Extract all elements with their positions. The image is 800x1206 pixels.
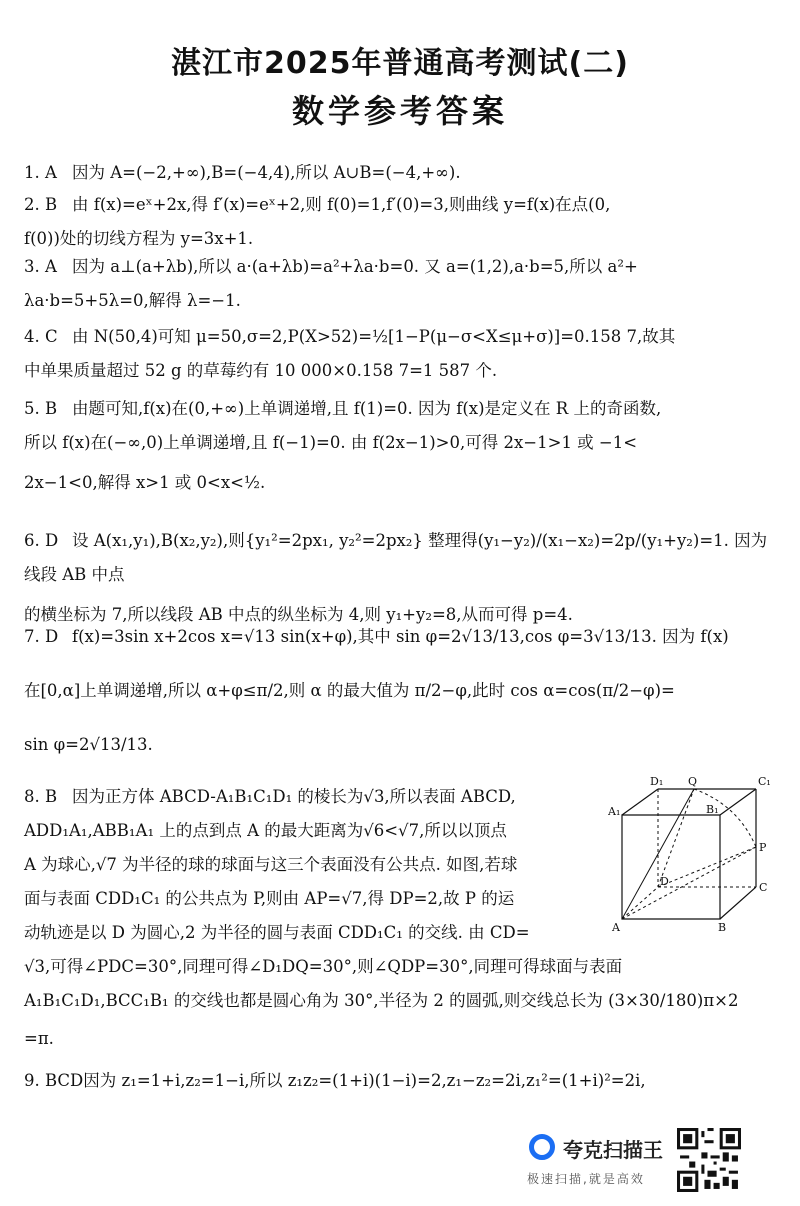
answer-line: f(0))处的切线方程为 y=3x+1. <box>24 229 254 248</box>
figure-label: B <box>718 921 727 934</box>
cube-figure <box>608 775 788 935</box>
answer-number: 9. BCD <box>24 1071 84 1090</box>
answer-number: 4. C <box>24 327 58 346</box>
brand-slogan: 极速扫描,就是高效 <box>527 1172 645 1186</box>
figure-label: D <box>660 875 669 888</box>
answer-number: 8. B <box>24 787 58 806</box>
answer-number: 6. D <box>24 531 59 550</box>
answer-number: 5. B <box>24 399 58 418</box>
answer-line: 因为 z₁=1+i,z₂=1−i,所以 z₁z₂=(1+i)(1−i)=2,z₁−z₂=2i,z₁²=(1+i)²=2i, <box>83 1071 646 1090</box>
figure-label: Q <box>688 775 698 788</box>
answer-line: 因为 a⊥(a+λb),所以 a·(a+λb)=a²+λa·b=0. 又 a=(1,2),a·b=5,所以 a²+ <box>72 257 638 276</box>
brand-name: 夸克扫描王 <box>563 1138 663 1162</box>
answer-number: 2. B <box>24 195 58 214</box>
answer-line: 由 N(50,4)可知 μ=50,σ=2,P(X>52)=½[1−P(μ−σ<X≤μ+σ)]=0.158 7,故其 <box>72 327 676 346</box>
answer-3 <box>24 250 776 318</box>
answer-line: λa·b=5+5λ=0,解得 λ=−1. <box>24 291 241 310</box>
figure-label: A <box>612 921 620 934</box>
answer-5 <box>24 392 776 500</box>
answer-line: 中单果质量超过 52 g 的草莓约有 10 000×0.158 7=1 587 个. <box>24 361 498 380</box>
figure-label: C₁ <box>758 775 771 788</box>
figure-label: D₁ <box>650 775 664 788</box>
answer-7 <box>24 620 776 762</box>
page-title: 湛江市2025年普通高考测试(二) <box>171 46 629 81</box>
answer-line: 设 A(x₁,y₁),B(x₂,y₂),则{y₁²=2px₁, y₂²=2px₂} 整理得(y₁−y₂)/(x₁−x₂)=2p/(y₁+y₂)=1. 因为线段 AB 中点 <box>24 531 768 584</box>
answer-line: 因为正方体 ABCD-A₁B₁C₁D₁ 的棱长为√3,所以表面 ABCD, <box>72 787 516 806</box>
answer-line: A₁B₁C₁D₁,BCC₁B₁ 的交线也都是圆心角为 30°,半径为 2 的圆弧,则交线总长为 (3×30/180)π×2 <box>24 991 739 1010</box>
answer-9 <box>24 1064 776 1098</box>
answer-number: 7. D <box>24 627 59 646</box>
answer-1 <box>24 156 776 190</box>
answer-line: A 为球心,√7 为半径的球的球面与这三个表面没有公共点. 如图,若球 <box>24 855 518 874</box>
answer-line: =π. <box>24 1029 54 1048</box>
figure-label: P <box>759 841 767 854</box>
answer-2 <box>24 188 776 256</box>
figure-label: C <box>759 881 768 894</box>
answer-8 <box>24 780 584 950</box>
answer-line: 所以 f(x)在(−∞,0)上单调递增,且 f(−1)=0. 由 f(2x−1)>0,可得 2x−1>1 或 −1< <box>24 433 638 452</box>
answer-line: 的横坐标为 7,所以线段 AB 中点的纵坐标为 4,则 y₁+y₂=8,从而可得 p=4. <box>24 605 573 624</box>
answer-line: 2x−1<0,解得 x>1 或 0<x<½. <box>24 473 266 492</box>
answer-6 <box>24 524 776 632</box>
answer-4 <box>24 320 776 388</box>
answer-line: sin φ=2√13/13. <box>24 735 153 754</box>
answer-line: 由 f(x)=eˣ+2x,得 f′(x)=eˣ+2,则 f(0)=1,f′(0)=3,则曲线 y=f(x)在点(0, <box>72 195 611 214</box>
qr-code-icon <box>677 1128 741 1192</box>
answer-line: 在[0,α]上单调递增,所以 α+φ≤π/2,则 α 的最大值为 π/2−φ,此时 cos α=cos(π/2−φ)= <box>24 681 675 700</box>
scanner-watermark <box>525 1128 785 1198</box>
answer-line: 因为 A=(−2,+∞),B=(−4,4),所以 A∪B=(−4,+∞). <box>72 163 461 182</box>
figure-label: B₁ <box>706 803 719 816</box>
page-subtitle: 数学参考答案 <box>291 92 508 130</box>
answer-8-continued <box>24 950 776 1056</box>
figure-label: A₁ <box>608 805 621 818</box>
answer-line: √3,可得∠PDC=30°,同理可得∠D₁DQ=30°,则∠QDP=30°,同理可得球面与表面 <box>24 957 623 976</box>
answer-line: f(x)=3sin x+2cos x=√13 sin(x+φ),其中 sin φ=2√13/13,cos φ=3√13/13. 因为 f(x) <box>72 627 729 646</box>
answer-line: 面与表面 CDD₁C₁ 的公共点为 P,则由 AP=√7,得 DP=2,故 P 的运 <box>24 889 515 908</box>
answer-line: 由题可知,f(x)在(0,+∞)上单调递增,且 f(1)=0. 因为 f(x)是定义在 R 上的奇函数, <box>72 399 662 418</box>
answer-line: ADD₁A₁,ABB₁A₁ 上的点到点 A 的最大距离为√6<√7,所以以顶点 <box>24 821 507 840</box>
answer-number: 3. A <box>24 257 57 276</box>
answer-number: 1. A <box>24 163 57 182</box>
answer-line: 动轨迹是以 D 为圆心,2 为半径的圆与表面 CDD₁C₁ 的交线. 由 CD= <box>24 923 530 942</box>
quark-logo-icon <box>529 1134 555 1160</box>
